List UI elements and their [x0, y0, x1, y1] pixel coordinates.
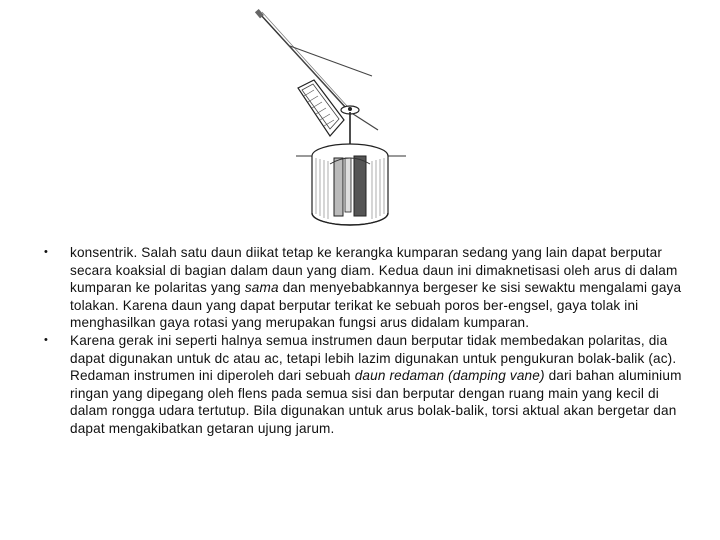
bullet-item-2	[44, 332, 684, 438]
bullet-marker: •	[44, 333, 49, 346]
bullet-2-text-after: dari bahan aluminium ringan yang dipegang oleh flens pada semua sisi dan berputar dengan ruang main yang kecil di dalam rongga udara tertutup. Bila digunakan untuk arus bolak-balik, torsi aktual akan bergetar dan dapat mengakibatkan getaran ujung jarum.	[70, 368, 682, 436]
text-content	[44, 244, 684, 438]
bullet-2-text: Karena gerak ini seperti halnya semua instrumen daun berputar tidak membedakan polaritas, dia dapat digunakan untuk dc atau ac, tetapi lebih lazim digunakan untuk pengukuran bolak-balik (ac). Redaman instrumen ini diperoleh dari sebuah	[70, 332, 677, 384]
bullet-1-text: konsentrik. Salah satu daun diikat tetap ke kerangka kumparan sedang yang lain dapat berputar secara koaksial di bagian dalam daun yang diam. Kedua daun ini dimaknetisasi oleh arus di dalam kumparan ke polaritas yang	[70, 245, 678, 296]
bullet-1-text-after: dan menyebabkannya bergeser ke sisi sewaktu mengalami gaya tolakan. Karena daun yang dapat berputar terikat ke sebuah poros ber-engsel, gaya tolak ini menghasilkan gaya rotasi yang merupakan fungsi arus didalam kumparan.	[70, 280, 682, 331]
bullet-1-italic: sama	[244, 280, 279, 296]
moving-vane-instrument-illustration	[250, 8, 420, 230]
bullet-list	[44, 244, 684, 438]
bullet-item-1	[44, 244, 684, 332]
bullet-2-italic: daun redaman (damping vane)	[354, 368, 545, 384]
bullet-marker: •	[44, 246, 49, 258]
